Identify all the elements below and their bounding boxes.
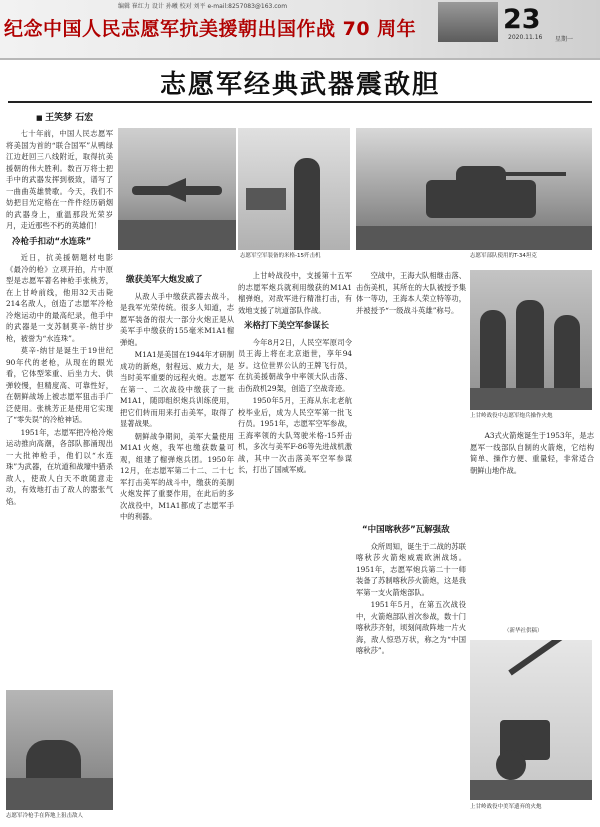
header-photo: [438, 2, 498, 42]
section-header-title: 纪念中国人民志愿军抗美援朝出国作战 70 周年: [4, 18, 417, 40]
issue-date: 2020.11.16: [508, 34, 543, 41]
photo-mig: [118, 128, 236, 250]
photo-pilot: [238, 128, 350, 250]
photo-rocket-crew: [470, 270, 592, 410]
body-paragraph: 1951年，志愿军把冷枪冷炮运动推向高潮，各部队都涌现出一大批神枪手，他们以“水连珠”为武器，在坑道和战壕中猎杀敌人，使敌人白天不敢随意走动，有效地打击了敌人的嚣张气焰。: [6, 427, 113, 506]
body-paragraph: 1951年5月，在第五次战役中，火箭炮部队首次参战，数十门喀秋莎齐射，顷刻间敌阵地一片火海，敌人惊恐万状，称之为“中国喀秋莎”。: [356, 600, 466, 655]
section-heading: 缴获美军大炮发威了: [126, 275, 203, 285]
issue-weekday: 星期一: [555, 36, 574, 43]
photo-sniper: [6, 690, 113, 810]
body-paragraph: 从敌人手中缴获武器去战斗，是我军光荣传统。很多人知道，志愿军装备的很大一部分火炮正是从美军手中缴获的155毫米M1A1榴弹炮。: [120, 291, 234, 347]
column-3: [238, 270, 352, 805]
body-paragraph: M1A1是美国在1944年才研制成功的新炮，射程远、威力大，是当时美军重要的远程火炮。志愿军在第一、二次战役中缴获了一批M1A1，随即组织炮兵训练使用，把它们转而用来打击美军，取得了显著战果。: [120, 350, 234, 428]
body-paragraph: 众所周知，诞生于二战的苏联喀秋莎火箭炮威震欧洲战场。1951年，志愿军炮兵第二十一师装备了苏制喀秋莎火箭炮，这是我军第一支火箭炮部队。: [356, 541, 466, 597]
body-paragraph: 朝鲜战争期间，美军大量使用M1A1火炮，我军也缴获数量可观，组建了榴弹炮兵团。1950年12月，在志愿军第二十二、二十七军打击美军的战斗中，缴获的美制火炮发挥了重要作用，在此后的多次战役中，M1A1都成了志愿军手中的利器。: [120, 431, 234, 521]
article-title: 志愿军经典武器震敌胆: [159, 70, 440, 100]
caption-rocket-crew: 上甘岭战役中志愿军炮兵操作火炮: [470, 413, 553, 419]
header-banner: [0, 0, 600, 60]
column-1: [6, 128, 113, 778]
source-signature: （新华社供稿）: [504, 628, 543, 634]
column-5: [356, 520, 466, 810]
body-paragraph: 近日，抗美援朝题材电影《最冷的枪》立项开拍，片中原型是志愿军著名神枪手张桃芳，在上甘岭前线，他用32天击毙214名敌人，创造了志愿军冷枪冷炮运动中的最高纪录，他手中的武器是一支苏制莫辛-纳甘步枪，被誉为“水连珠”。: [6, 253, 113, 343]
body-paragraph: 1950年5月，王海从东北老航校毕业后，成为人民空军第一批飞行员。1951年，志愿军空军参战，王海率领的大队驾驶米格-15歼击机，多次与美军F-86等先进战机激战，其中一次击落美军空军参谋长，打出了国威军威。: [238, 396, 352, 474]
column-2: [120, 270, 234, 805]
body-paragraph: 莫辛-纳甘是诞生于19世纪90年代的老枪，从现在的眼光看，它体型笨重、后坐力大、供弹较慢，但精度高、可靠性好，在朝鲜战场上被志愿军狙击手广泛使用。张桃芳正是使用它实现了“零失误”的冷枪神话。: [6, 346, 113, 424]
section-heading: “中国喀秋莎”瓦解强敌: [362, 525, 450, 535]
body-paragraph: 今年8月2日，人民空军原司令员王海上将在北京逝世，享年94岁。这位世界公认的王牌飞行员，在抗美援朝战争中率领大队击落、击伤敌机29架，创造了空战奇迹。: [238, 337, 352, 393]
column-6: [470, 430, 594, 635]
caption-sniper: 志愿军冷枪手在阵地上狙击敌人: [6, 813, 84, 819]
photo-gun: [470, 640, 592, 800]
photo-tank: [356, 128, 592, 250]
title-rule: [8, 101, 592, 103]
editor-meta: 编辑 崔红力 设计 孙曦 校对 刘平 e-mail:8257083@163.com: [118, 3, 288, 10]
section-heading: 米格打下美空军参谋长: [244, 321, 330, 331]
intro-paragraph: 七十年前，中国人民志愿军将美国为首的“联合国军”从鸭绿江边赶回三八线附近，取得抗美援朝的伟大胜利。数百万将士把手中的武器发挥到极致，谱写了一曲曲英雄赞歌。今天，我们不妨把目光定格在一件件经历硝烟的武器身上，重温那段光荣岁月，走近那些不朽的英雄们！: [6, 129, 113, 230]
column-4: [356, 270, 466, 520]
body-paragraph: A3式火箭炮诞生于1953年，是志愿军一线部队自制的火箭炮，它结构简单、操作方便、重量轻，非常适合朝鲜山地作战。: [470, 431, 594, 475]
page-number: 23: [503, 4, 541, 35]
section-heading: 冷枪手扣动“水连珠”: [12, 236, 92, 247]
caption-tank: 志愿军部队使用的T-34坦克: [470, 253, 537, 259]
caption-mig: 志愿军空军装备的米格-15歼击机: [240, 253, 321, 259]
body-paragraph: 上甘岭战役中，支援第十五军的志愿军炮兵就利用缴获的M1A1榴弹炮，对敌军进行精准打击，有效地支援了坑道部队作战。: [238, 271, 352, 315]
byline: ■ 王笑梦 石宏: [36, 110, 93, 123]
caption-gun: 上甘岭战役中美军遗弃的火炮: [470, 804, 542, 810]
body-paragraph: 空战中，王海大队相继击落、击伤美机，其所在的大队被授予集体一等功，王海本人荣立特等功，并被授予“一级战斗英雄”称号。: [356, 271, 466, 315]
